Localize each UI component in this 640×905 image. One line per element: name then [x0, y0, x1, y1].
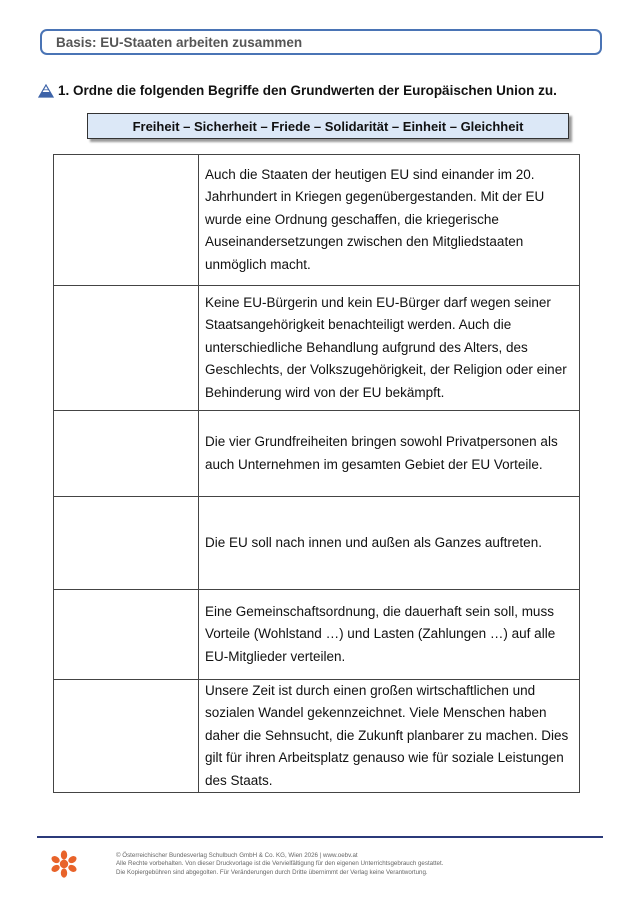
task-number: 1.: [58, 83, 70, 98]
table-row: [54, 590, 580, 680]
matching-table: [53, 154, 580, 793]
table-row: [54, 286, 580, 411]
answer-cell[interactable]: [54, 590, 199, 680]
header-box: [40, 29, 602, 55]
answer-cell[interactable]: [54, 155, 199, 286]
oebv-logo-icon: [50, 850, 78, 878]
answer-cell[interactable]: [54, 497, 199, 590]
page-title: Basis: EU-Staaten arbeiten zusammen: [56, 35, 303, 50]
table-row: [54, 155, 580, 286]
footer-line-1: © Österreichischer Bundesverlag Schulbuch GmbH & Co. KG, Wien 2026 | www.oebv.at: [116, 852, 358, 859]
answer-cell[interactable]: [54, 286, 199, 411]
description-cell: Auch die Staaten der heutigen EU sind einander im 20. Jahrhundert in Kriegen gegenübergestanden. Mit der EU wurde eine Ordnung geschaffen, die kriegerische Auseinandersetzungen zwischen den Mitgliedstaaten unmöglich macht.: [199, 155, 580, 286]
answer-cell[interactable]: [54, 411, 199, 497]
task-instruction-text: Ordne die folgenden Begriffe den Grundwerten der Europäischen Union zu.: [73, 83, 557, 98]
table-row: [54, 497, 580, 590]
answer-cell[interactable]: [54, 680, 199, 793]
footer-copyright: [116, 852, 443, 877]
footer-divider: [37, 836, 603, 838]
task-instruction: [58, 83, 557, 98]
description-cell: Die EU soll nach innen und außen als Ganzes auftreten.: [199, 497, 580, 590]
table-row: [54, 411, 580, 497]
pyramid-difficulty-icon: [38, 84, 54, 98]
description-cell: Keine EU-Bürgerin und kein EU-Bürger darf wegen seiner Staatsangehörigkeit benachteiligt werden. Auch die unterschiedliche Behandlung aufgrund des Alters, des Geschlechts, der Volkszugehörigkeit, der Religion oder einer Behinderung wird von der EU bekämpft.: [199, 286, 580, 411]
description-cell: Eine Gemeinschaftsordnung, die dauerhaft sein soll, muss Vorteile (Wohlstand …) und Lasten (Zahlungen …) auf alle EU-Mitglieder verteilen.: [199, 590, 580, 680]
footer-line-3: Die Kopiergebühren sind abgegolten. Für Veränderungen durch Dritte übernimmt der Verlag keine Verantwortung.: [116, 868, 428, 876]
task-heading: [38, 83, 557, 98]
terms-box: [87, 113, 569, 139]
table-row: [54, 680, 580, 793]
footer-line-2: Alle Rechte vorbehalten. Von dieser Druckvorlage ist die Vervielfältigung für den eigenen Unterrichtsgebrauch gestattet.: [116, 860, 444, 868]
terms-list: Freiheit – Sicherheit – Friede – Solidarität – Einheit – Gleichheit: [132, 118, 524, 134]
description-cell: Die vier Grundfreiheiten bringen sowohl Privatpersonen als auch Unternehmen im gesamten Gebiet der EU Vorteile.: [199, 411, 580, 497]
description-cell: Unsere Zeit ist durch einen großen wirtschaftlichen und sozialen Wandel gekennzeichnet. Viele Menschen haben daher die Sehnsucht, die Zukunft planbarer zu machen. Dies gilt für ihren Arbeitsplatz genauso wie für soziale Leistungen des Staats.: [199, 680, 580, 793]
